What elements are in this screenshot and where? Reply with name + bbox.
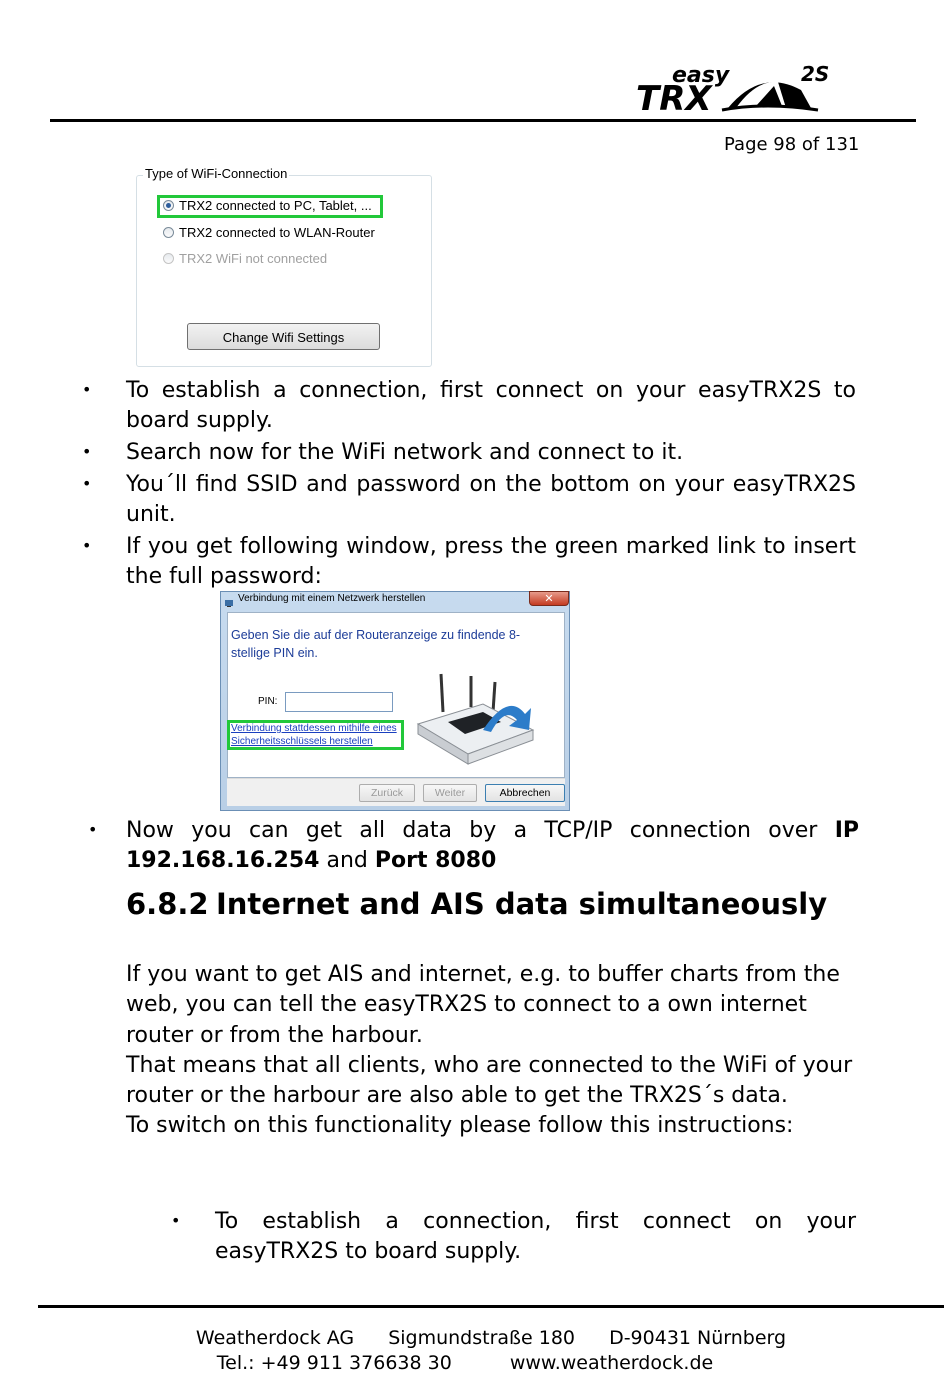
bullet-text: Search now for the WiFi network and connect to it.: [126, 440, 684, 465]
green-highlight-box: [157, 195, 383, 218]
radio-label: TRX2 connected to PC, Tablet, ...: [179, 198, 372, 213]
pin-label: PIN:: [258, 696, 278, 707]
footer-phone: Tel.: +49 911 376638 30: [216, 1352, 452, 1374]
tcp-middle: and: [319, 848, 375, 873]
radio-label: TRX2 connected to WLAN-Router: [179, 225, 375, 240]
bullet-icon: •: [82, 474, 92, 493]
section-number: 6.8.2: [126, 887, 209, 921]
footer-street: Sigmundstraße 180: [388, 1327, 576, 1349]
logo-2s-text: 2S: [801, 62, 830, 86]
security-key-link[interactable]: Verbindung stattdessen mithilfe eines Sicherheitsschlüssels herstellen: [231, 723, 397, 747]
footer-city: D-90431 Nürnberg: [609, 1327, 787, 1349]
section-title: Internet and AIS data simultaneously: [216, 887, 828, 921]
footer-contact-line: [0, 1352, 930, 1374]
body-paragraph: If you want to get AIS and internet, e.g. to buffer charts from the web, you can tell the easyTRX2S to connect to a own internet router or from the harbour.: [126, 962, 840, 1048]
back-button[interactable]: Zurück: [359, 784, 415, 802]
radio-disabled-icon: [163, 253, 174, 264]
wifi-groupbox-label: Type of WiFi-Connection: [145, 166, 288, 181]
bullet-icon: •: [82, 536, 92, 555]
bullet-icon: •: [82, 442, 92, 461]
body-paragraph: To switch on this functionality please follow this instructions:: [126, 1113, 794, 1139]
change-wifi-settings-button[interactable]: Change Wifi Settings: [187, 323, 380, 350]
header-rule: [50, 119, 916, 122]
network-icon: [224, 593, 234, 603]
pin-input[interactable]: [285, 692, 393, 712]
radio-label: TRX2 WiFi not connected: [179, 251, 328, 266]
logo-easy-text: easy: [672, 63, 730, 88]
cancel-button[interactable]: Abbrechen: [485, 784, 565, 802]
dialog-instruction: Geben Sie die auf der Routeranzeige zu findende 8-stellige PIN ein.: [231, 628, 521, 660]
port-number: Port 8080: [374, 848, 497, 873]
footer-company: Weatherdock AG: [195, 1327, 355, 1349]
router-icon: [413, 672, 548, 767]
tcp-prefix: Now you can get all data by a TCP/IP connection over: [126, 818, 835, 843]
dialog-title: Verbindung mit einem Netzwerk herstellen: [238, 593, 426, 604]
next-button[interactable]: Weiter: [423, 784, 477, 802]
green-highlight-box: [227, 720, 404, 750]
radio-wifi-not-connected: [163, 251, 327, 266]
footer-rule: [38, 1305, 944, 1308]
logo-trx-text: TRX: [636, 79, 712, 118]
bullet-text: To establish a connection, first connect on your easyTRX2S to board supply.: [215, 1209, 856, 1264]
bullet-text-tcp: [126, 816, 859, 876]
footer-website[interactable]: www.weatherdock.de: [509, 1352, 714, 1374]
bullet-icon: •: [88, 820, 98, 839]
bullet-icon: •: [82, 380, 92, 399]
footer-address-line: [0, 1327, 950, 1349]
radio-wlan-router[interactable]: [163, 225, 375, 240]
bullet-text: You´ll find SSID and password on the bottom on your easyTRX2S unit.: [126, 472, 856, 527]
radio-unselected-icon: [163, 227, 174, 238]
body-paragraph: That means that all clients, who are connected to the WiFi of your router or the harbour are also able to get the TRX2S´s data.: [126, 1052, 853, 1109]
bullet-text: If you get following window, press the green marked link to insert the full password:: [126, 534, 856, 589]
page-number: Page 98 of 131: [724, 134, 860, 155]
ip-address: IP 192.168.16.254: [126, 818, 859, 873]
close-icon[interactable]: ✕: [529, 591, 569, 606]
section-body: [126, 960, 866, 1142]
bullet-icon: •: [171, 1211, 181, 1230]
easytrx2s-logo: [636, 60, 851, 118]
bullet-text: To establish a connection, first connect on your easyTRX2S to board supply.: [126, 378, 856, 433]
